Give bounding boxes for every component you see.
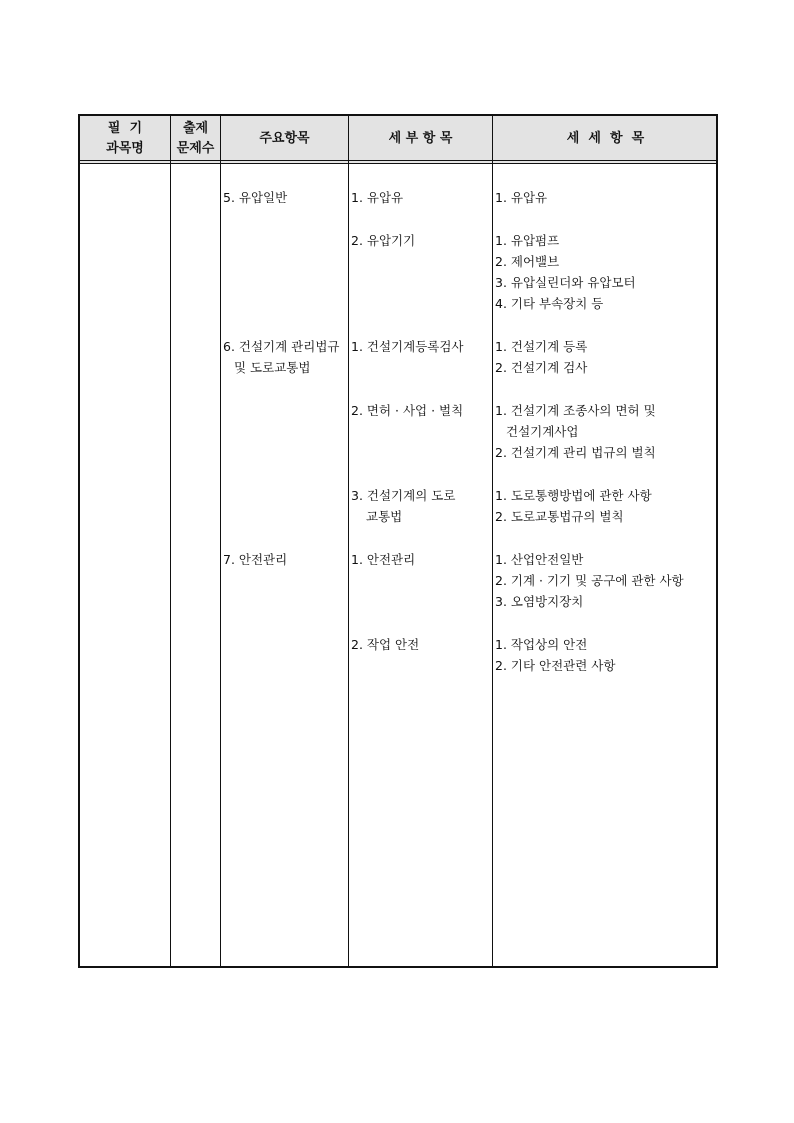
detail-item: 1. 유압유 [495, 190, 548, 205]
detail-item: 1. 유압펌프 [495, 233, 560, 248]
sub-item: 1. 안전관리 [351, 552, 416, 567]
detail-item: 1. 산업안전일반 [495, 552, 584, 567]
detail-item: 2. 기타 안전관련 사항 [495, 658, 616, 673]
detail-item: 1. 작업상의 안전 [495, 637, 588, 652]
detail-item: 1. 도로통행방법에 관한 사항 [495, 488, 652, 503]
column-divider [220, 116, 221, 966]
detail-item: 3. 오염방지장치 [495, 594, 584, 609]
header-subject-line1: 필 기 [107, 121, 143, 136]
header-question-count [171, 116, 220, 162]
column-divider [492, 116, 493, 966]
detail-item: 2. 기계 · 기기 및 공구에 관한 사항 [495, 573, 684, 588]
detail-item: 2. 건설기계 검사 [495, 360, 588, 375]
header-count-line2: 문제수 [176, 141, 215, 156]
main-item-continued: 및 도로교통법 [234, 360, 311, 375]
sub-item: 1. 유압유 [351, 190, 404, 205]
main-item: 5. 유압일반 [223, 190, 288, 205]
detail-item: 3. 유압실린더와 유압모터 [495, 275, 636, 290]
sub-item: 1. 건설기계등록검사 [351, 339, 464, 354]
column-divider [170, 116, 171, 966]
detail-item-continued: 건설기계사업 [506, 424, 579, 439]
sub-item: 2. 면허 · 사업 · 벌칙 [351, 403, 464, 418]
detail-item: 2. 제어밸브 [495, 254, 560, 269]
header-main-item: 주요항목 [259, 131, 310, 146]
main-item: 6. 건설기계 관리법규 [223, 339, 340, 354]
detail-item: 4. 기타 부속장치 등 [495, 296, 604, 311]
header-count-line1: 출제 [182, 121, 209, 136]
main-item: 7. 안전관리 [223, 552, 288, 567]
exam-table [78, 114, 718, 968]
detail-item: 1. 건설기계 조종사의 면허 및 [495, 403, 656, 418]
detail-item: 2. 도로교통법규의 벌칙 [495, 509, 624, 524]
header-subject-line2: 과목명 [106, 141, 144, 156]
column-divider [348, 116, 349, 966]
sub-item: 2. 유압기기 [351, 233, 416, 248]
header-sub-item: 세 부 항 목 [388, 131, 453, 146]
sub-item: 3. 건설기계의 도로 [351, 488, 456, 503]
sub-item-continued: 교통법 [366, 509, 403, 524]
sub-item: 2. 작업 안전 [351, 637, 420, 652]
detail-item: 2. 건설기계 관리 법규의 벌칙 [495, 445, 656, 460]
header-detail-item: 세 세 항 목 [566, 131, 645, 146]
detail-item: 1. 건설기계 등록 [495, 339, 588, 354]
header-subject [80, 116, 170, 162]
